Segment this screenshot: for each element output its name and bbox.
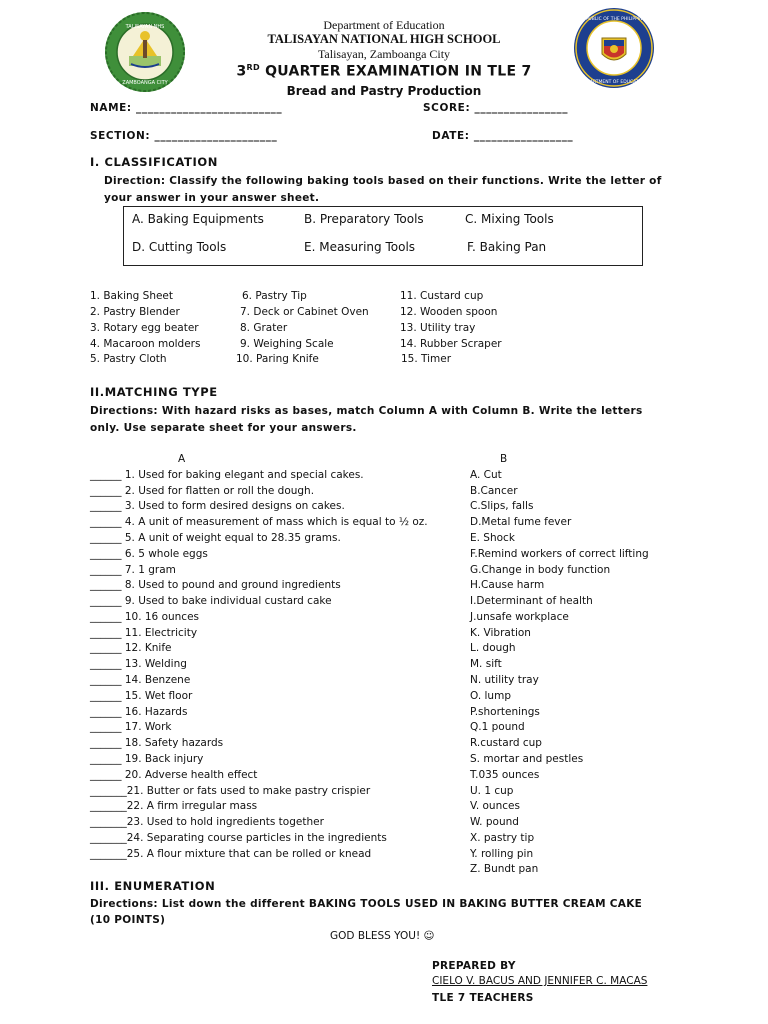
matching-choice: Z. Bundt pan [470, 863, 539, 875]
school-name: TALISAYAN NATIONAL HIGH SCHOOL [267, 32, 501, 46]
matching-item: ______ 13. Welding [90, 658, 187, 670]
matching-item: ______ 2. Used for flatten or roll the dough. [90, 485, 315, 497]
matching-item: _______24. Separating course particles in the ingredients [90, 832, 387, 844]
matching-item: ______ 6. 5 whole eggs [90, 548, 208, 560]
matching-choice: C.Slips, falls [470, 500, 534, 512]
matching-choice: W. pound [470, 816, 519, 828]
matching-item: ______ 12. Knife [90, 642, 172, 654]
teachers-role: TLE 7 TEACHERS [432, 992, 534, 1004]
matching-choice: S. mortar and pestles [470, 753, 584, 765]
part1-direction-line2: your answer in your answer sheet. [104, 192, 320, 204]
matching-item: ______ 4. A unit of measurement of mass which is equal to ½ oz. [90, 516, 428, 528]
matching-item: ______ 20. Adverse health effect [90, 769, 258, 781]
exam-subtitle: Bread and Pastry Production [286, 84, 482, 98]
matching-choice: E. Shock [470, 532, 515, 544]
matching-item: ______ 5. A unit of weight equal to 28.35 grams. [90, 532, 341, 544]
matching-choice: Q.1 pound [470, 721, 525, 733]
matching-choice: K. Vibration [470, 627, 531, 639]
choice-c: C. Mixing Tools [465, 212, 554, 226]
prepared-by-label: PREPARED BY [432, 960, 516, 972]
closing-message: GOD BLESS YOU! ☺ [330, 930, 435, 942]
part3-direction-line1: Directions: List down the different BAKING TOOLS USED IN BAKING BUTTER CREAM CAKE [90, 898, 643, 910]
matching-choice: L. dough [470, 642, 516, 654]
classification-item: 3. Rotary egg beater [90, 322, 199, 334]
date-field[interactable]: DATE: _________________ [432, 130, 574, 142]
classification-item: 10. Paring Knife [236, 353, 319, 365]
matching-item: _______23. Used to hold ingredients together [90, 816, 324, 828]
classification-item: 12. Wooden spoon [400, 306, 498, 318]
svg-text:DEPARTMENT OF EDUCATION: DEPARTMENT OF EDUCATION [581, 80, 647, 85]
classification-item: 11. Custard cup [400, 290, 484, 302]
matching-item: ______ 15. Wet floor [90, 690, 193, 702]
matching-item: ______ 16. Hazards [90, 706, 188, 718]
score-field[interactable]: SCORE: ________________ [423, 102, 569, 114]
teachers-names: CIELO V. BACUS AND JENNIFER C. MACAS [432, 975, 648, 987]
exam-quarter-suffix: RD [246, 63, 260, 72]
part2-direction-line2: only. Use separate sheet for your answers. [90, 422, 357, 434]
matching-item: ______ 11. Electricity [90, 627, 198, 639]
classification-item: 15. Timer [401, 353, 452, 365]
part2-heading: II.MATCHING TYPE [90, 385, 218, 399]
matching-item: ______ 19. Back injury [90, 753, 204, 765]
matching-item: _______22. A firm irregular mass [90, 800, 258, 812]
classification-item: 2. Pastry Blender [90, 306, 180, 318]
matching-item: ______ 7. 1 gram [90, 564, 176, 576]
matching-choice: O. lump [470, 690, 511, 702]
choice-d: D. Cutting Tools [132, 240, 227, 254]
matching-choice: X. pastry tip [470, 832, 535, 844]
part3-direction-line2: (10 POINTS) [90, 914, 166, 926]
matching-choice: F.Remind workers of correct lifting [470, 548, 649, 560]
svg-text:TALISAYAN NHS: TALISAYAN NHS [125, 24, 165, 30]
classification-item: 14. Rubber Scraper [400, 338, 502, 350]
matching-item: ______ 3. Used to form desired designs on cakes. [90, 500, 345, 512]
classification-item: 6. Pastry Tip [242, 290, 307, 302]
matching-choice: U. 1 cup [470, 785, 514, 797]
matching-choice: G.Change in body function [470, 564, 611, 576]
choice-e: E. Measuring Tools [304, 240, 416, 254]
matching-choice: R.custard cup [470, 737, 542, 749]
matching-item: ______ 1. Used for baking elegant and special cakes. [90, 469, 364, 481]
matching-choice: A. Cut [470, 469, 502, 481]
matching-item: ______ 9. Used to bake individual custard cake [90, 595, 332, 607]
matching-item: ______ 14. Benzene [90, 674, 191, 686]
part2-direction-line1: Directions: With hazard risks as bases, match Column A with Column B. Write the letters [90, 405, 643, 417]
choice-a: A. Baking Equipments [132, 212, 264, 226]
exam-title [0, 63, 768, 80]
classification-item: 8. Grater [240, 322, 288, 334]
classification-item: 1. Baking Sheet [90, 290, 174, 302]
column-b-label: B [500, 453, 508, 465]
school-city: Talisayan, Zamboanga City [317, 47, 451, 61]
matching-item: _______21. Butter or fats used to make pastry crispier [90, 785, 371, 797]
matching-choice: P.shortenings [470, 706, 540, 718]
classification-item: 5. Pastry Cloth [90, 353, 167, 365]
matching-item: ______ 10. 16 ounces [90, 611, 200, 623]
classification-item: 4. Macaroon molders [90, 338, 201, 350]
matching-choice: B.Cancer [470, 485, 518, 497]
exam-quarter-number: 3 [236, 63, 247, 80]
matching-item: _______25. A flour mixture that can be rolled or knead [90, 848, 372, 860]
matching-choice: H.Cause harm [470, 579, 545, 591]
matching-choice: D.Metal fume fever [470, 516, 572, 528]
part1-heading: I. CLASSIFICATION [90, 155, 218, 169]
svg-text:REPUBLIC OF THE PHILIPPINES: REPUBLIC OF THE PHILIPPINES [579, 17, 649, 22]
choice-f: F. Baking Pan [467, 240, 547, 254]
matching-choice: M. sift [470, 658, 502, 670]
column-a-label: A [178, 453, 186, 465]
part3-heading: III. ENUMERATION [90, 879, 216, 893]
matching-choice: I.Determinant of health [470, 595, 593, 607]
matching-choice: T.035 ounces [470, 769, 540, 781]
classification-item: 9. Weighing Scale [240, 338, 334, 350]
matching-item: ______ 18. Safety hazards [90, 737, 224, 749]
department-name: Department of Education [323, 18, 445, 32]
matching-choice: V. ounces [470, 800, 520, 812]
section-field[interactable]: SECTION: _____________________ [90, 130, 278, 142]
classification-item: 7. Deck or Cabinet Oven [240, 306, 369, 318]
matching-item: ______ 8. Used to pound and ground ingredients [90, 579, 341, 591]
choice-b: B. Preparatory Tools [304, 212, 424, 226]
matching-choice: J.unsafe workplace [470, 611, 569, 623]
matching-item: ______ 17. Work [90, 721, 172, 733]
classification-item: 13. Utility tray [400, 322, 476, 334]
part1-direction-line1: Direction: Classify the following baking tools based on their functions. Write the letter of [104, 175, 662, 187]
matching-choice: Y. rolling pin [470, 848, 534, 860]
exam-title-text: QUARTER EXAMINATION IN TLE 7 [259, 63, 532, 80]
name-field[interactable]: NAME: _________________________ [90, 102, 283, 114]
matching-choice: N. utility tray [470, 674, 539, 686]
svg-text:ZAMBOANGA CITY: ZAMBOANGA CITY [122, 80, 168, 86]
